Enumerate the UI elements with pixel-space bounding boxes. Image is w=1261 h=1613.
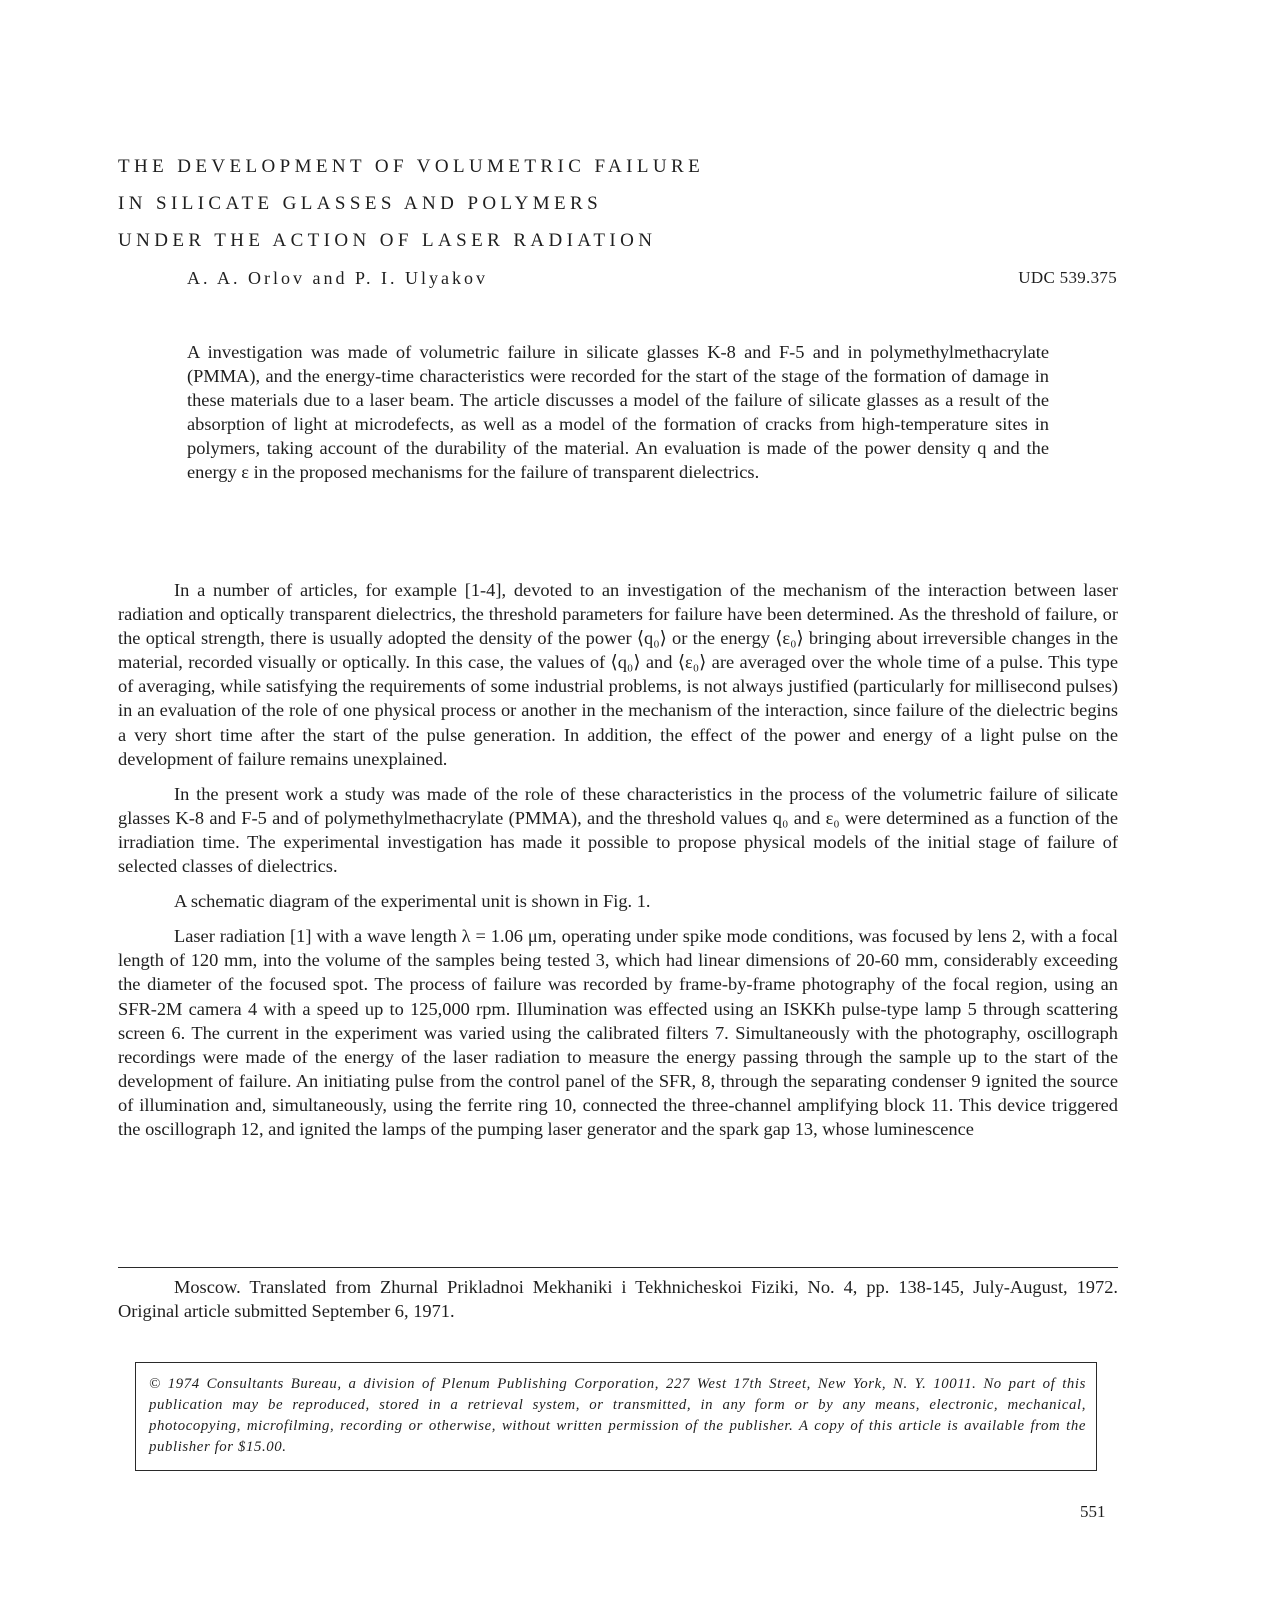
title-line-2: IN SILICATE GLASSES AND POLYMERS [118,193,603,214]
udc-code: UDC 539.375 [1018,268,1117,287]
title-line-1: THE DEVELOPMENT OF VOLUMETRIC FAILURE [118,156,705,177]
body-text [118,578,1118,1141]
paragraph-intro: In a number of articles, for example [1-4], devoted to an investigation of the mechanism of the interaction between laser radiation and optically transparent dielectrics, the threshold parameters for failure have been determined. As the threshold of failure, or the optical strength, there is usually adopted the density of the power ⟨q₀⟩ or the energy ⟨ε₀⟩ bringing about irreversible changes in the material, recorded visually or optically. In this case, the values of ⟨q₀⟩ and ⟨ε₀⟩ are averaged over the whole time of a pulse. This type of averaging, while satisfying the requirements of some industrial problems, is not always justified (particularly for millisecond pulses) in an evaluation of the role of one physical process or another in the mechanism of the interaction, since failure of the dielectric begins a very short time after the start of the pulse generation. In addition, the effect of the power and energy of a light pulse on the development of failure remains unexplained. [118,580,1118,769]
article-authors: A. A. Orlov and P. I. Ulyakov [187,268,488,288]
paragraph-figure-reference: A schematic diagram of the experimental unit is shown in Fig. 1. [174,891,651,912]
abstract: A investigation was made of volumetric failure in silicate glasses K-8 and F-5 and in polymethylmethacrylate (PMMA), and the energy-time characteristics were recorded for the start of the stage of the formation of damage in these materials due to a laser beam. The article discusses a model of the failure of silicate glasses as a result of the absorption of light at microdefects, as well as a model of the formation of cracks from high-temperature sites in polymers, taking account of the durability of the material. An evaluation is made of the power density q and the energy ε in the proposed mechanisms for the failure of transparent dielectrics. [187,342,1049,483]
paragraph-experimental-setup: Laser radiation [1] with a wave length λ = 1.06 μm, operating under spike mode conditions, was focused by lens 2, with a focal length of 120 mm, into the volume of the samples being tested 3, which had linear dimensions of 20-60 mm, considerably exceeding the diameter of the focused spot. The process of failure was recorded by frame-by-frame photography of the focal region, using an SFR-2M camera 4 with a speed up to 125,000 rpm. Illumination was effected using an ISKKh pulse-type lamp 5 through scattering screen 6. The current in the experiment was varied using the calibrated filters 7. Simultaneously with the photography, oscillograph recordings were made of the energy of the laser radiation to measure the energy passing through the sample up to the start of the development of failure. An initiating pulse from the control panel of the SFR, 8, through the separating condenser 9 ignited the source of illumination and, simultaneously, using the ferrite ring 10, connected the three-channel amplifying block 11. This device triggered the oscillograph 12, and ignited the lamps of the pumping laser generator and the spark gap 13, whose luminescence [118,926,1118,1139]
article-title [118,148,878,259]
page-number: 551 [1080,1502,1106,1521]
paragraph-present-work: In the present work a study was made of the role of these characteristics in the process of the volumetric failure of silicate glasses K-8 and F-5 and of polymethylmethacrylate (PMMA), and the threshold values q₀ and ε₀ were determined as a function of the irradiation time. The experimental investigation has made it possible to propose physical models of the initial stage of failure of selected classes of dielectrics. [118,783,1118,877]
footnote: Moscow. Translated from Zhurnal Prikladnoi Mekhaniki i Tekhnicheskoi Fiziki, No. 4, pp. 138-145, July-August, 1972. Original article submitted September 6, 1971. [118,1277,1118,1321]
copyright-notice: © 1974 Consultants Bureau, a division of Plenum Publishing Corporation, 227 West 17th Street, New York, N. Y. 10011. No part of this publication may be reproduced, stored in a retrieval system, or transmitted, in any form or by any means, electronic, mechanical, photocopying, microfilming, recording or otherwise, without written permission of the publisher. A copy of this article is available from the publisher for $15.00. [135,1362,1097,1471]
footnote-divider [118,1267,1118,1268]
title-line-3: UNDER THE ACTION OF LASER RADIATION [118,230,657,251]
